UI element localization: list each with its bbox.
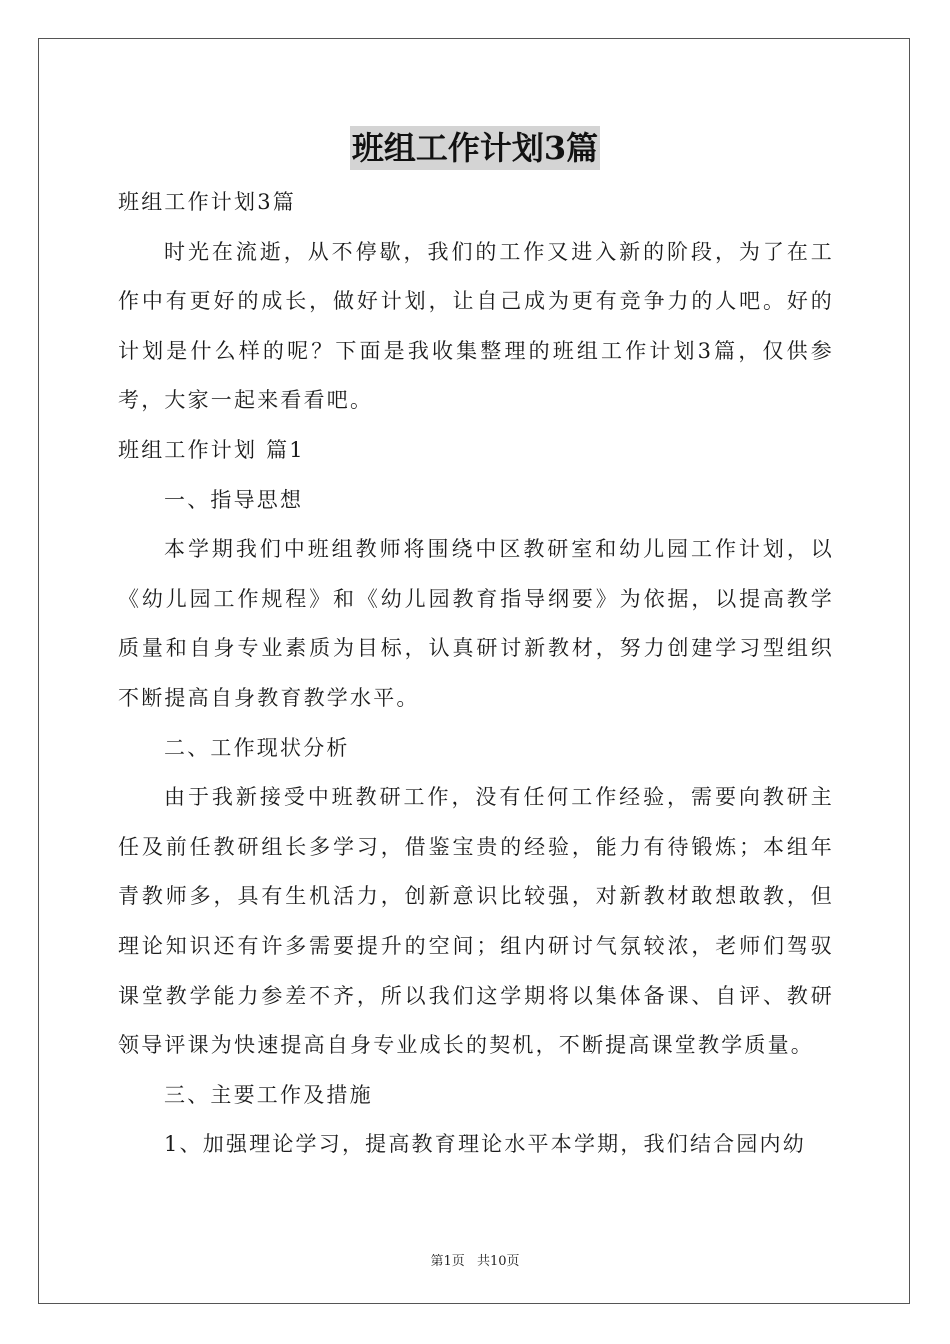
document-body bbox=[118, 178, 834, 1170]
paragraph-status-analysis: 由于我新接受中班教研工作，没有任何工作经验，需要向教研主任及前任教研组长多学习，借鉴宝贵的经验，能力有待锻炼；本组年青教师多，具有生机活力，创新意识比较强，对新教材敢想敢教，但理论知识还有许多需要提升的空间；组内研讨气氛较浓，老师们驾驭课堂教学能力参差不齐，所以我们这学期将以集体备课、自评、教研领导评课为快速提高自身专业成长的契机，不断提高课堂教学质量。 bbox=[118, 785, 834, 1058]
paragraph-guiding-thought: 本学期我们中班组教师将围绕中区教研室和幼儿园工作计划，以《幼儿园工作规程》和《幼儿园教育指导纲要》为依据，以提高教学质量和自身专业素质为目标，认真研讨新教材，努力创建学习型组织不断提高自身教育教学水平。 bbox=[118, 537, 834, 710]
page-total: 共10页 bbox=[476, 1254, 520, 1269]
heading-guiding-thought: 一、指导思想 bbox=[164, 487, 304, 512]
page-number: 第1页 bbox=[430, 1254, 465, 1269]
title-container bbox=[0, 126, 950, 170]
heading-main-work: 三、主要工作及措施 bbox=[164, 1082, 373, 1107]
document-title: 班组工作计划3篇 bbox=[350, 126, 600, 170]
paragraph-main-work: 1、加强理论学习，提高教育理论水平本学期，我们结合园内幼 bbox=[164, 1132, 806, 1157]
heading-status-analysis: 二、工作现状分析 bbox=[164, 735, 350, 760]
section-title: 班组工作计划 篇1 bbox=[118, 437, 305, 462]
subtitle-line: 班组工作计划3篇 bbox=[118, 190, 296, 214]
intro-paragraph: 时光在流逝，从不停歇，我们的工作又进入新的阶段，为了在工作中有更好的成长，做好计划，让自己成为更有竞争力的人吧。好的计划是什么样的呢？下面是我收集整理的班组工作计划3篇，仅供参考，大家一起来看看吧。 bbox=[118, 239, 834, 413]
page-footer bbox=[0, 1250, 950, 1269]
